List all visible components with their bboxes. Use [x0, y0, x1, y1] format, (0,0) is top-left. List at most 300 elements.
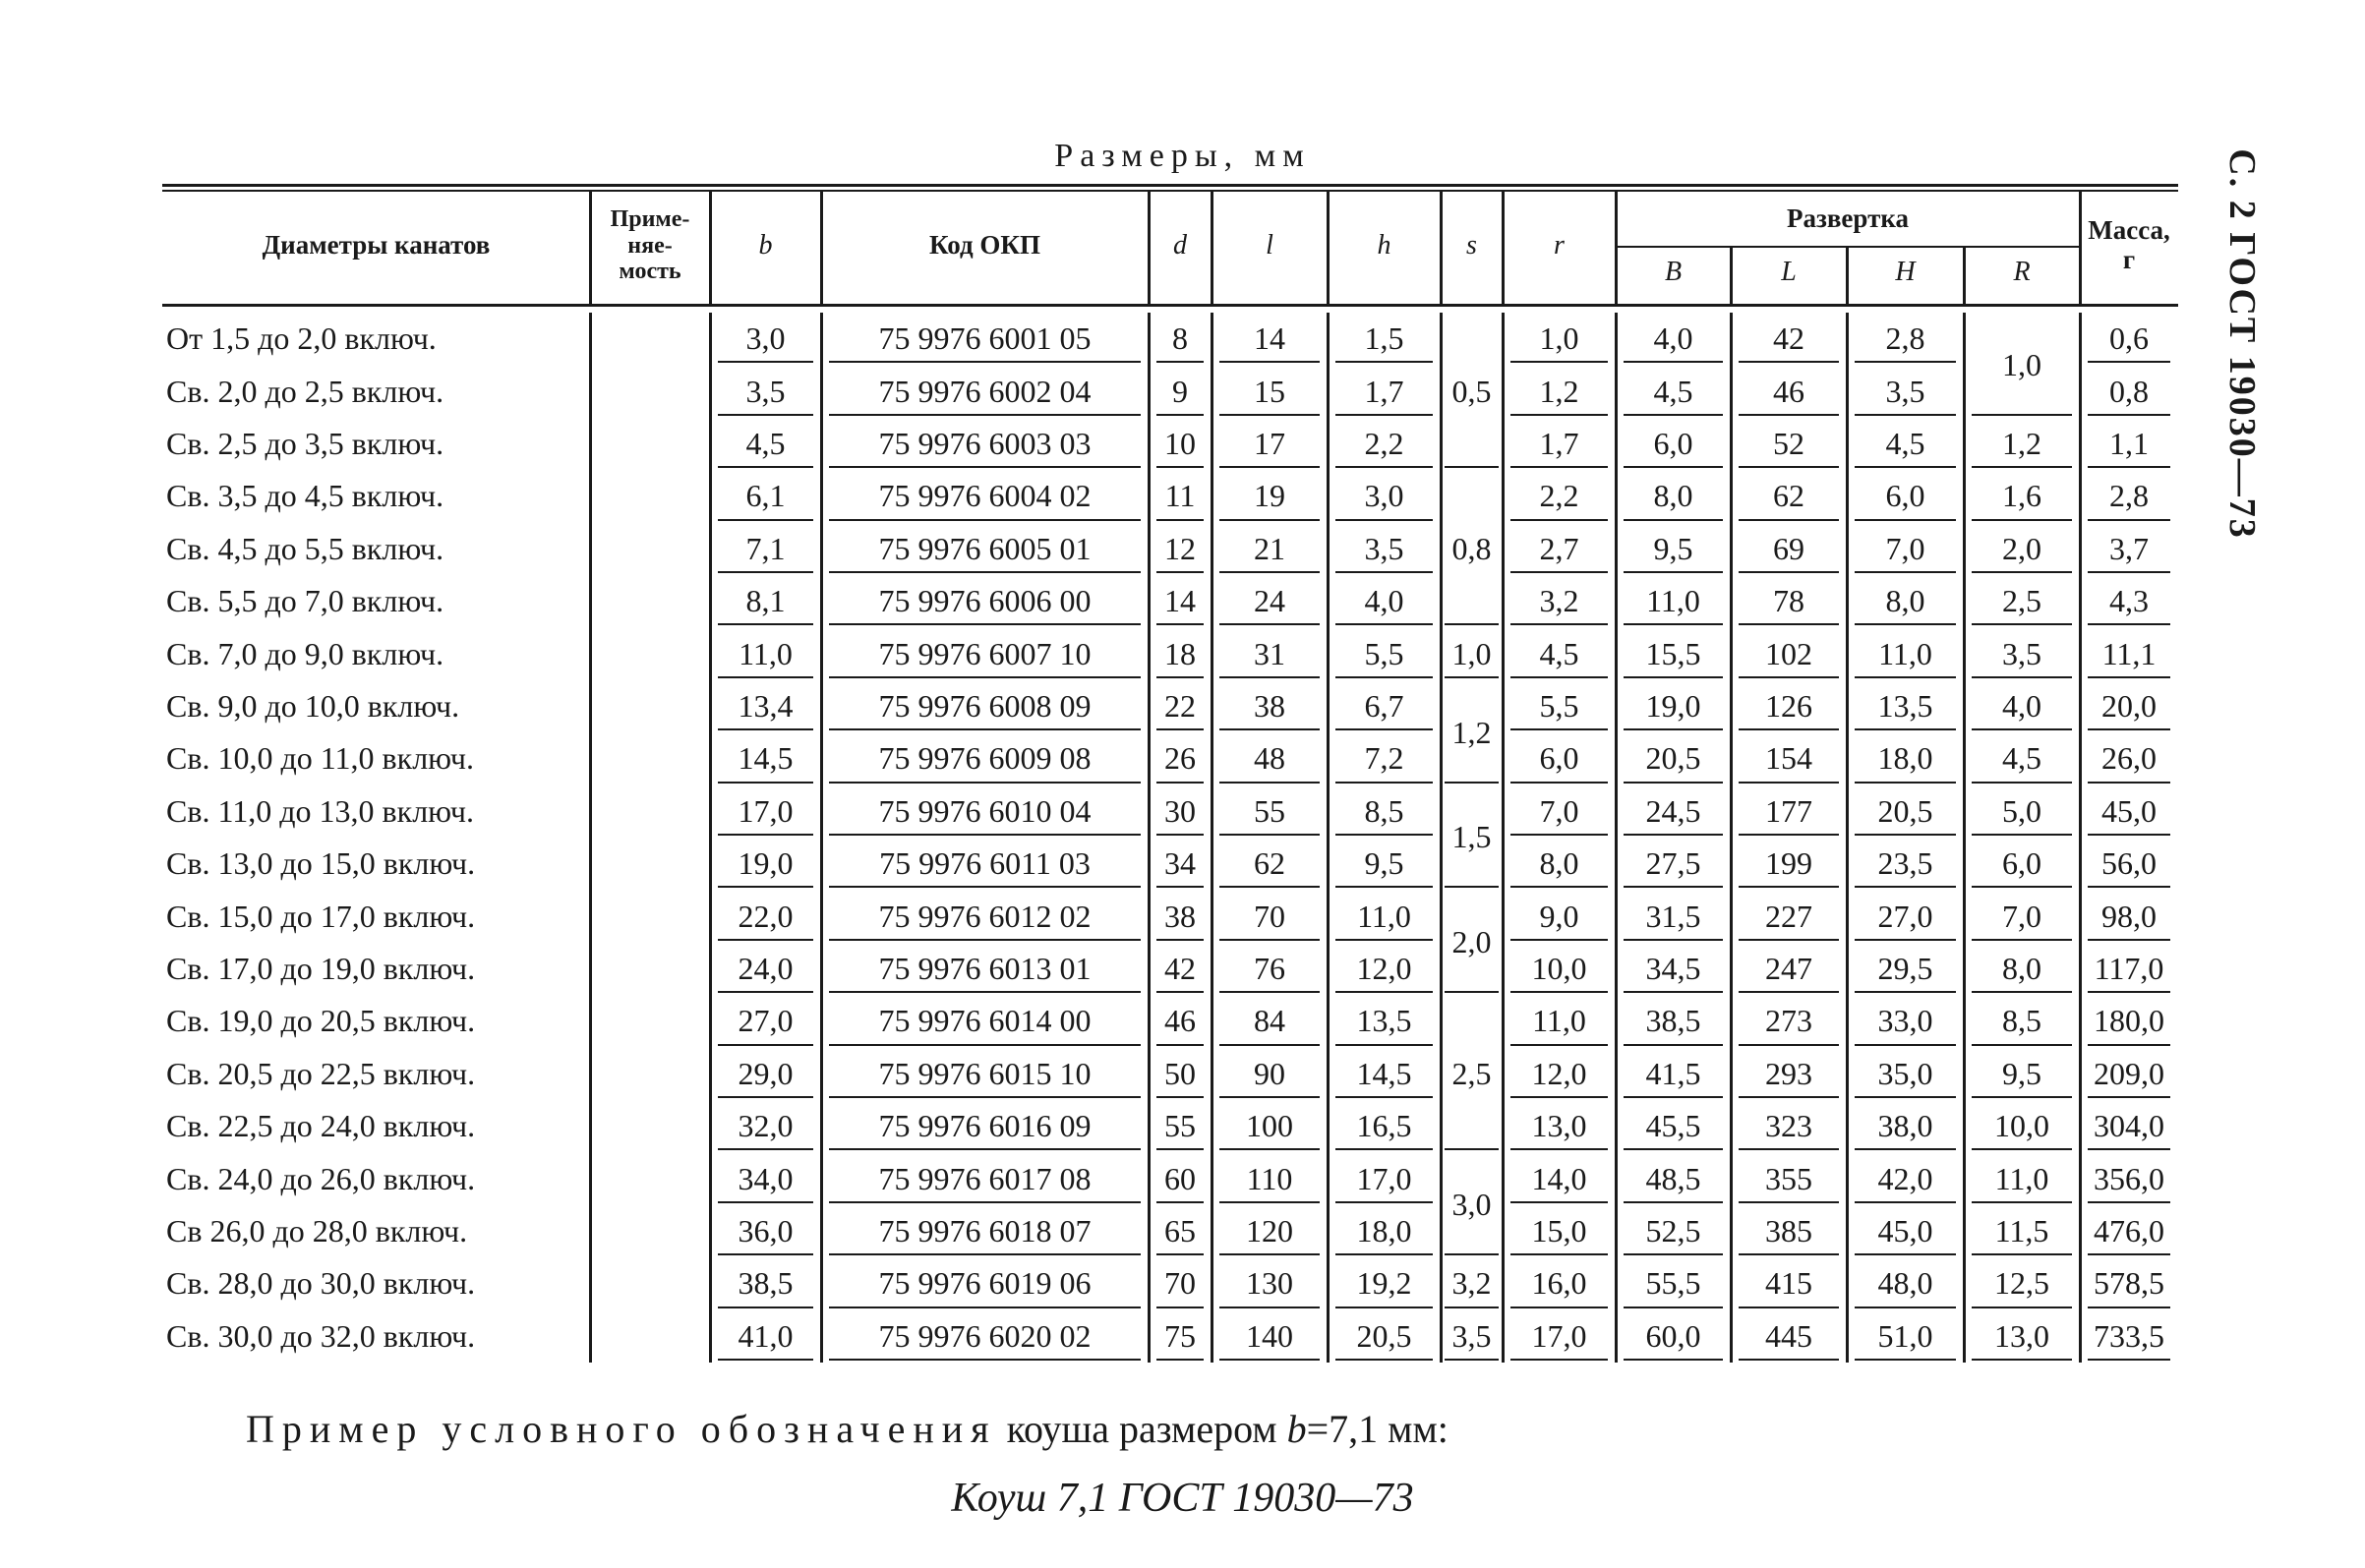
rule-line — [1156, 1044, 1204, 1046]
header-d: d — [1173, 229, 1187, 261]
rule-line — [1972, 1096, 2072, 1098]
rule-line — [1739, 782, 1839, 784]
rule-line — [829, 1201, 1141, 1203]
rule-line — [2088, 519, 2170, 521]
rule-line — [1219, 782, 1320, 784]
rule-line — [1335, 834, 1433, 836]
cell-h: 2,2 — [1364, 425, 1404, 461]
rule-line — [1445, 1253, 1499, 1255]
example-rest-text: коуша размером — [996, 1407, 1287, 1451]
rule-line — [1219, 1201, 1320, 1203]
cell-s: 0,5 — [1451, 373, 1492, 409]
cell-l: 17 — [1254, 425, 1285, 461]
rule-line — [2088, 991, 2170, 993]
cell-massa: 476,0 — [2094, 1212, 2164, 1249]
rule-line — [1972, 1201, 2072, 1203]
rule-line — [718, 1201, 813, 1203]
rule-line — [1855, 782, 1956, 784]
rule-line — [1972, 782, 2072, 784]
column-divider — [709, 192, 712, 304]
cell-b: 36,0 — [738, 1212, 794, 1249]
rule-line — [1510, 1096, 1608, 1098]
cell-okp: 75 9976 6010 04 — [878, 792, 1092, 829]
cell-okp: 75 9976 6015 10 — [878, 1055, 1092, 1091]
rule-line — [829, 623, 1141, 625]
rule-line — [1510, 1044, 1608, 1046]
rule-line — [1335, 466, 1433, 468]
rule-line — [829, 1359, 1141, 1361]
cell-b: 29,0 — [738, 1055, 794, 1091]
header-B: B — [1664, 257, 1683, 288]
rule-line — [1972, 676, 2072, 678]
rule-line — [1972, 414, 2072, 416]
header-r: r — [1554, 229, 1565, 261]
cell-l: 14 — [1254, 320, 1285, 357]
rule-line — [1156, 466, 1204, 468]
rule-line — [1219, 1148, 1320, 1150]
cell-H: 29,5 — [1877, 950, 1933, 986]
rule-line — [1510, 361, 1608, 363]
cell-b: 22,0 — [738, 898, 794, 934]
column-divider — [1963, 246, 1966, 304]
rule-line — [1972, 1253, 2072, 1255]
rule-line — [1739, 1148, 1839, 1150]
header-s: s — [1466, 229, 1477, 261]
cell-B: 31,5 — [1645, 898, 1701, 934]
cell-d: 75 — [1164, 1317, 1196, 1354]
rule-line — [1445, 886, 1499, 888]
rule-line — [1855, 728, 1956, 730]
rule-line — [1510, 676, 1608, 678]
cell-L: 154 — [1765, 740, 1812, 777]
rule-line — [1219, 834, 1320, 836]
cell-R: 5,0 — [2002, 792, 2041, 829]
rule-line — [1335, 361, 1433, 363]
rule-line — [829, 886, 1141, 888]
cell-r: 5,5 — [1539, 687, 1579, 724]
cell-H: 35,0 — [1877, 1055, 1933, 1091]
rule-line — [1156, 1201, 1204, 1203]
cell-R: 1,6 — [2002, 478, 2041, 514]
cell-b: 14,5 — [738, 740, 794, 777]
cell-okp: 75 9976 6006 00 — [878, 583, 1092, 619]
cell-s: 1,2 — [1451, 714, 1492, 750]
rule-line — [718, 571, 813, 573]
cell-R: 9,5 — [2002, 1055, 2041, 1091]
cell-b: 13,4 — [738, 687, 794, 724]
rule-line — [1510, 571, 1608, 573]
cell-l: 21 — [1254, 530, 1285, 566]
rule-line — [1510, 782, 1608, 784]
rule-line — [1335, 1096, 1433, 1098]
cell-L: 126 — [1765, 687, 1812, 724]
header-b: b — [758, 229, 773, 261]
header-l: l — [1266, 229, 1273, 261]
rule-line — [718, 1253, 813, 1255]
cell-massa: 3,7 — [2109, 530, 2149, 566]
cell-d: 55 — [1164, 1108, 1196, 1144]
cell-h: 13,5 — [1356, 1003, 1412, 1039]
cell-b: 4,5 — [745, 425, 786, 461]
cell-h: 7,2 — [1364, 740, 1404, 777]
cell-r: 17,0 — [1531, 1317, 1587, 1354]
header-mass — [2080, 192, 2178, 300]
cell-diameter: От 1,5 до 2,0 включ. — [166, 320, 437, 357]
rule-line — [1156, 1307, 1204, 1308]
cell-H: 42,0 — [1877, 1160, 1933, 1196]
cell-h: 17,0 — [1356, 1160, 1412, 1196]
rule-line — [1624, 939, 1723, 941]
rule-line — [1156, 991, 1204, 993]
rule-line — [1219, 1253, 1320, 1255]
rule-line — [1855, 466, 1956, 468]
rule-line — [1972, 728, 2072, 730]
cell-R: 10,0 — [1994, 1108, 2049, 1144]
rule-line — [2088, 571, 2170, 573]
cell-R: 13,0 — [1994, 1317, 2049, 1354]
cell-h: 12,0 — [1356, 950, 1412, 986]
cell-d: 26 — [1164, 740, 1196, 777]
rule-line — [1219, 991, 1320, 993]
rule-line — [2088, 728, 2170, 730]
example-caption — [246, 1406, 1449, 1452]
rule-line — [1510, 834, 1608, 836]
cell-l: 84 — [1254, 1003, 1285, 1039]
rule-line — [1624, 728, 1723, 730]
cell-massa: 180,0 — [2094, 1003, 2164, 1039]
rule-line — [1510, 728, 1608, 730]
rule-line — [1624, 1359, 1723, 1361]
cell-B: 27,5 — [1645, 845, 1701, 882]
rule-line — [1445, 782, 1499, 784]
column-divider — [1615, 192, 1618, 304]
rule-line — [718, 886, 813, 888]
rule-line — [1510, 886, 1608, 888]
cell-d: 11 — [1164, 478, 1196, 514]
cell-l: 130 — [1246, 1265, 1293, 1302]
cell-R: 12,5 — [1994, 1265, 2049, 1302]
rule-line — [2088, 939, 2170, 941]
rule-line — [1739, 414, 1839, 416]
rule-line — [2088, 1253, 2170, 1255]
cell-R: 4,5 — [2002, 740, 2041, 777]
cell-diameter: Св. 20,5 до 22,5 включ. — [166, 1055, 476, 1091]
cell-b: 24,0 — [738, 950, 794, 986]
cell-okp: 75 9976 6011 03 — [879, 845, 1091, 882]
cell-H: 48,0 — [1877, 1265, 1933, 1302]
rule-line — [1219, 414, 1320, 416]
cell-l: 110 — [1246, 1160, 1293, 1196]
cell-r: 15,0 — [1531, 1212, 1587, 1249]
rule-line — [829, 1253, 1141, 1255]
cell-H: 11,0 — [1878, 635, 1932, 671]
cell-R: 11,0 — [1994, 1160, 2049, 1196]
cell-H: 27,0 — [1877, 898, 1933, 934]
header-L: L — [1781, 257, 1797, 288]
cell-massa: 20,0 — [2101, 687, 2157, 724]
rule-line — [718, 782, 813, 784]
example-variable: b — [1286, 1407, 1307, 1451]
rule-line — [1335, 1044, 1433, 1046]
cell-okp: 75 9976 6009 08 — [878, 740, 1092, 777]
cell-B: 34,5 — [1645, 950, 1701, 986]
cell-l: 24 — [1254, 583, 1285, 619]
example-value: =7,1 мм: — [1306, 1407, 1449, 1451]
rule-line — [1739, 676, 1839, 678]
cell-diameter: Св. 3,5 до 4,5 включ. — [166, 478, 444, 514]
cell-diameter: Св. 19,0 до 20,5 включ. — [166, 1003, 476, 1039]
rule-line — [1335, 728, 1433, 730]
cell-massa: 578,5 — [2094, 1265, 2164, 1302]
cell-b: 3,0 — [745, 320, 786, 357]
rule-line — [1855, 519, 1956, 521]
rule-line — [1855, 991, 1956, 993]
rule-line — [829, 991, 1141, 993]
rule-line — [1156, 1148, 1204, 1150]
rule-line — [1739, 834, 1839, 836]
rule-line — [1156, 886, 1204, 888]
rule-line — [1972, 1148, 2072, 1150]
rule-line — [1156, 361, 1204, 363]
header-applicability-line: мость — [619, 259, 681, 285]
column-divider — [1327, 192, 1330, 304]
cell-l: 15 — [1254, 373, 1285, 409]
rule-line — [829, 361, 1141, 363]
rule-line — [718, 1307, 813, 1308]
cell-r: 14,0 — [1531, 1160, 1587, 1196]
cell-diameter: Св. 4,5 до 5,5 включ. — [166, 530, 444, 566]
cell-d: 14 — [1164, 583, 1196, 619]
cell-r: 11,0 — [1532, 1003, 1586, 1039]
rule-line — [1624, 676, 1723, 678]
cell-d: 46 — [1164, 1003, 1196, 1039]
rule-line — [1972, 991, 2072, 993]
header-applicability-line: няе- — [627, 232, 673, 259]
cell-L: 177 — [1765, 792, 1812, 829]
rule-line — [1855, 1201, 1956, 1203]
rule-line — [1219, 1307, 1320, 1308]
cell-okp: 75 9976 6020 02 — [878, 1317, 1092, 1354]
rule-line — [829, 1044, 1141, 1046]
rule-line — [1219, 728, 1320, 730]
cell-b: 17,0 — [738, 792, 794, 829]
cell-massa: 0,8 — [2109, 373, 2149, 409]
cell-okp: 75 9976 6002 04 — [878, 373, 1092, 409]
rule-line — [1972, 939, 2072, 941]
rule-line — [1739, 728, 1839, 730]
cell-h: 20,5 — [1356, 1317, 1412, 1354]
cell-diameter: Св. 30,0 до 32,0 включ. — [166, 1317, 476, 1354]
cell-L: 323 — [1765, 1108, 1812, 1144]
rule-line — [718, 623, 813, 625]
rule-line — [1855, 1359, 1956, 1361]
cell-B: 52,5 — [1645, 1212, 1701, 1249]
rule-line — [1855, 886, 1956, 888]
cell-r: 9,0 — [1539, 898, 1579, 934]
cell-l: 90 — [1254, 1055, 1285, 1091]
rule-line — [1855, 571, 1956, 573]
cell-h: 18,0 — [1356, 1212, 1412, 1249]
rule-line — [1445, 466, 1499, 468]
cell-b: 32,0 — [738, 1108, 794, 1144]
rule-line — [1624, 623, 1723, 625]
rule-line — [1739, 466, 1839, 468]
cell-d: 9 — [1172, 373, 1188, 409]
cell-massa: 56,0 — [2101, 845, 2157, 882]
column-divider — [1502, 192, 1505, 304]
rule-line — [1156, 623, 1204, 625]
rule-line — [1335, 571, 1433, 573]
rule-line — [1219, 623, 1320, 625]
rule-line — [829, 939, 1141, 941]
cell-R: 1,2 — [2002, 425, 2041, 461]
rule-line — [1219, 1096, 1320, 1098]
rule-line — [1510, 466, 1608, 468]
cell-d: 38 — [1164, 898, 1196, 934]
cell-s: 3,5 — [1451, 1317, 1492, 1354]
cell-d: 50 — [1164, 1055, 1196, 1091]
rule-line — [1510, 1201, 1608, 1203]
rule-line — [1335, 991, 1433, 993]
rule-line — [2088, 1359, 2170, 1361]
rule-line — [1624, 466, 1723, 468]
cell-r: 7,0 — [1539, 792, 1579, 829]
cell-massa: 733,5 — [2094, 1317, 2164, 1354]
cell-R: 7,0 — [2002, 898, 2041, 934]
cell-l: 55 — [1254, 792, 1285, 829]
rule-line — [1156, 782, 1204, 784]
example-spaced-text: Пример условного обозначения — [246, 1407, 997, 1451]
rule-line — [1335, 939, 1433, 941]
cell-r: 6,0 — [1539, 740, 1579, 777]
cell-diameter: Св. 13,0 до 15,0 включ. — [166, 845, 476, 882]
cell-okp: 75 9976 6016 09 — [878, 1108, 1092, 1144]
rule-line — [1624, 1044, 1723, 1046]
cell-L: 78 — [1773, 583, 1804, 619]
cell-r: 16,0 — [1531, 1265, 1587, 1302]
header-h: h — [1377, 229, 1391, 261]
cell-b: 27,0 — [738, 1003, 794, 1039]
cell-B: 48,5 — [1645, 1160, 1701, 1196]
cell-r: 1,2 — [1539, 373, 1579, 409]
rule-line — [1219, 571, 1320, 573]
rule-line — [1156, 414, 1204, 416]
rule-line — [1156, 728, 1204, 730]
rule-line — [1445, 1148, 1499, 1150]
cell-B: 55,5 — [1645, 1265, 1701, 1302]
cell-massa: 1,1 — [2109, 425, 2149, 461]
rule-line — [1624, 782, 1723, 784]
rule-line — [1510, 1359, 1608, 1361]
header-mass-line: г — [2122, 245, 2136, 274]
cell-okp: 75 9976 6007 10 — [878, 635, 1092, 671]
cell-L: 385 — [1765, 1212, 1812, 1249]
cell-s: 0,8 — [1451, 530, 1492, 566]
cell-h: 6,7 — [1364, 687, 1404, 724]
rule-line — [1855, 1044, 1956, 1046]
cell-H: 7,0 — [1885, 530, 1925, 566]
column-divider — [589, 192, 592, 304]
cell-d: 60 — [1164, 1160, 1196, 1196]
cell-d: 34 — [1164, 845, 1196, 882]
cell-b: 6,1 — [745, 478, 786, 514]
rule-line — [1739, 571, 1839, 573]
rule-line — [1739, 991, 1839, 993]
rule-line — [1972, 886, 2072, 888]
cell-l: 120 — [1246, 1212, 1293, 1249]
rule-line — [718, 414, 813, 416]
rule-line — [1624, 1096, 1723, 1098]
cell-b: 38,5 — [738, 1265, 794, 1302]
cell-R: 8,0 — [2002, 950, 2041, 986]
cell-r: 2,7 — [1539, 530, 1579, 566]
rule-line — [718, 1359, 813, 1361]
rule-line — [829, 414, 1141, 416]
rule-line — [1855, 834, 1956, 836]
cell-r: 4,5 — [1539, 635, 1579, 671]
cell-r: 1,7 — [1539, 425, 1579, 461]
cell-H: 2,8 — [1885, 320, 1925, 357]
rule-line — [1624, 886, 1723, 888]
rule-line — [1855, 1096, 1956, 1098]
cell-h: 9,5 — [1364, 845, 1404, 882]
cell-h: 16,5 — [1356, 1108, 1412, 1144]
cell-d: 70 — [1164, 1265, 1196, 1302]
rule-line — [829, 1148, 1141, 1150]
cell-b: 8,1 — [745, 583, 786, 619]
cell-R: 2,5 — [2002, 583, 2041, 619]
cell-b: 41,0 — [738, 1317, 794, 1354]
cell-B: 38,5 — [1645, 1003, 1701, 1039]
rule-line — [1972, 834, 2072, 836]
rule-line — [2088, 414, 2170, 416]
rule-line — [1156, 1096, 1204, 1098]
rule-line — [2088, 1307, 2170, 1308]
rule-line — [1445, 1359, 1499, 1361]
cell-H: 13,5 — [1877, 687, 1933, 724]
cell-h: 8,5 — [1364, 792, 1404, 829]
cell-diameter: Св. 9,0 до 10,0 включ. — [166, 687, 460, 724]
rule-line — [1219, 466, 1320, 468]
rule-line — [1972, 466, 2072, 468]
rule-line — [1624, 834, 1723, 836]
cell-B: 24,5 — [1645, 792, 1701, 829]
cell-s: 1,5 — [1451, 819, 1492, 855]
rule-line — [1855, 414, 1956, 416]
rule-line — [1972, 571, 2072, 573]
rule-line — [1739, 1096, 1839, 1098]
cell-H: 3,5 — [1885, 373, 1925, 409]
rule-line — [1624, 519, 1723, 521]
rule-line — [1445, 623, 1499, 625]
rule-line — [1156, 939, 1204, 941]
rule-line — [1445, 991, 1499, 993]
cell-okp: 75 9976 6017 08 — [878, 1160, 1092, 1196]
rule-line — [1335, 519, 1433, 521]
rule-line — [1624, 1307, 1723, 1308]
rule-line — [1335, 414, 1433, 416]
cell-massa: 304,0 — [2094, 1108, 2164, 1144]
header-H: H — [1895, 257, 1916, 288]
rule-line — [1335, 676, 1433, 678]
cell-d: 42 — [1164, 950, 1196, 986]
cell-massa: 4,3 — [2109, 583, 2149, 619]
cell-s: 2,0 — [1451, 924, 1492, 960]
rule-line — [718, 834, 813, 836]
cell-L: 355 — [1765, 1160, 1812, 1196]
rule-line — [1219, 519, 1320, 521]
cell-B: 41,5 — [1645, 1055, 1701, 1091]
